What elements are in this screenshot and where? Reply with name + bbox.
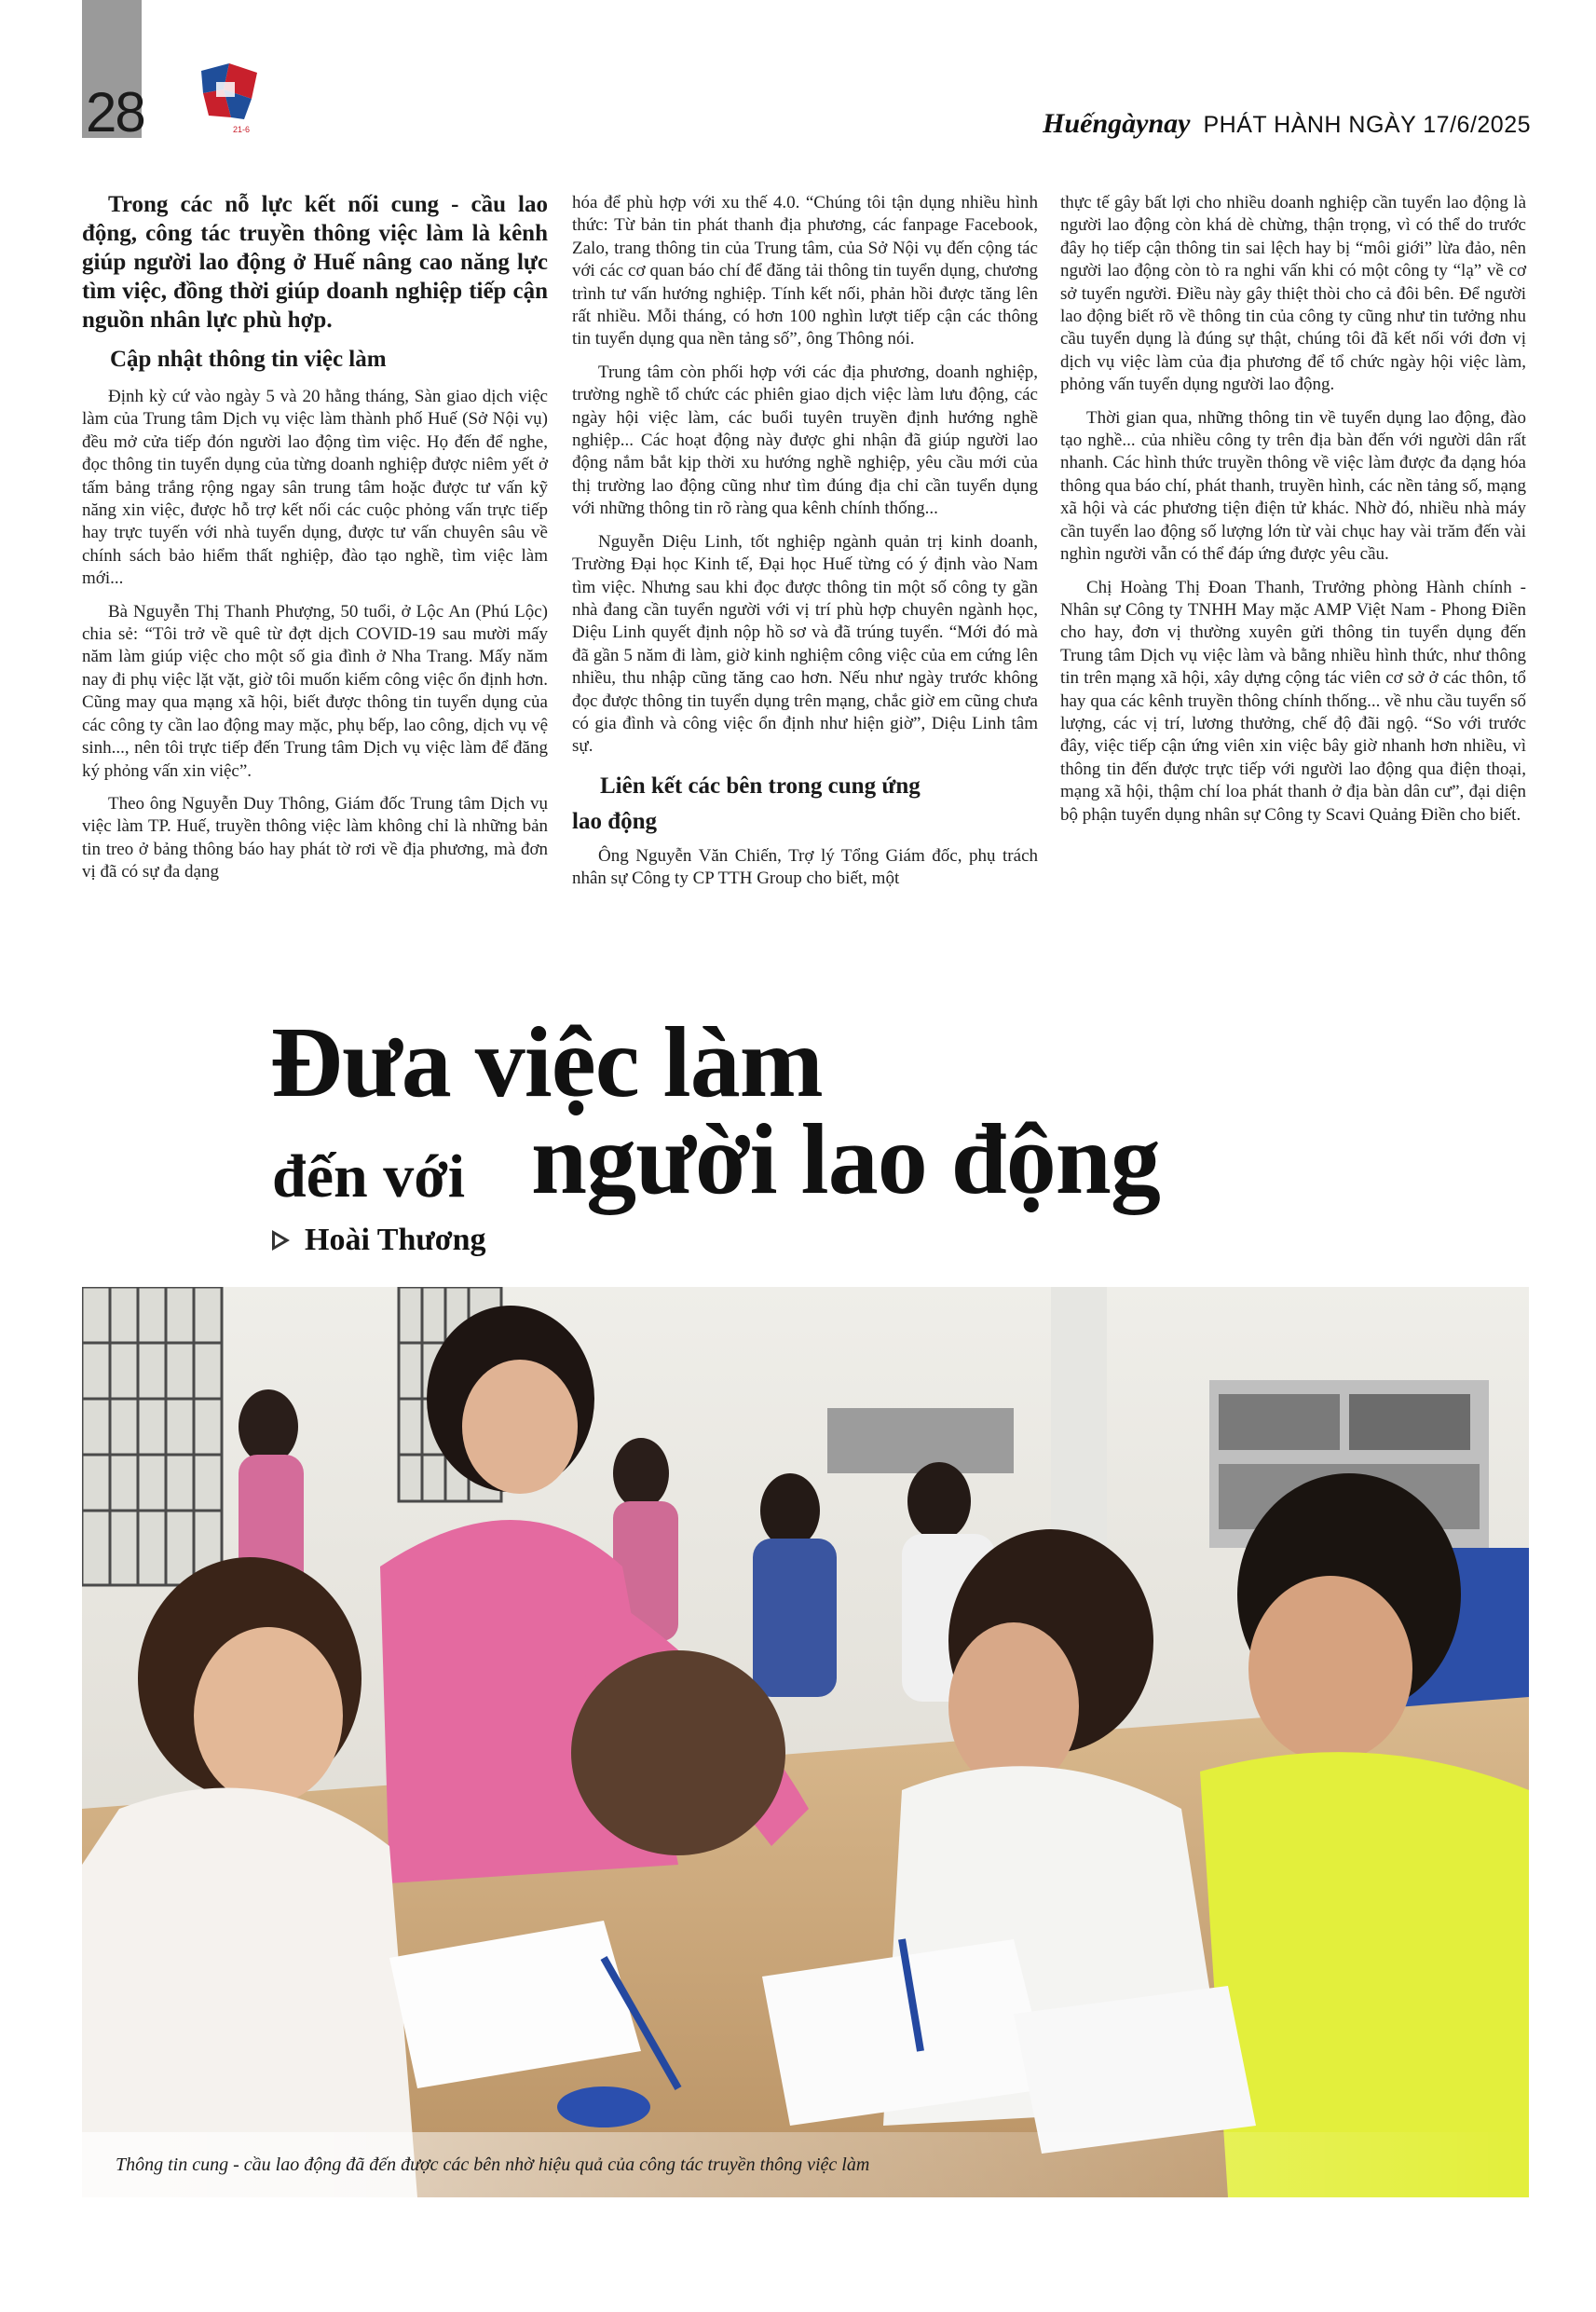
paragraph: Bà Nguyễn Thị Thanh Phượng, 50 tuổi, ở Lộc An (Phú Lộc) chia sẻ: “Tôi trở về quê từ đợt dịch COVID-19 sau mười mấy năm làm giúp việc cho một số gia đình ở Nha Trang. Mấy năm nay đi phụ việc lặt vặt, giờ tôi muốn kiếm công việc ổn định hơn. Cũng may qua mạng xã hội, biết được thông tin tuyển dụng của các công ty cần lao động may mặc, phụ bếp, lao công, dịch vụ vệ sinh..., nên tôi trực tiếp đến Trung tâm Dịch vụ việc làm để đăng ký phỏng vấn xin việc”. [82, 601, 548, 781]
article-title-line1: Đưa việc làm [270, 1007, 823, 1118]
paragraph: Theo ông Nguyễn Duy Thông, Giám đốc Trung tâm Dịch vụ việc làm TP. Huế, truyền thông việc làm không chỉ là những bản tin treo ở bảng thông báo hay phát tờ rơi về địa phương, mà đơn vị đã có sự đa dạng [82, 793, 548, 882]
masthead [1043, 108, 1531, 140]
author-name: Hoài Thương [305, 1223, 486, 1257]
paragraph: Thời gian qua, những thông tin về tuyển dụng lao động, đào tạo nghề... của nhiều công ty trên địa bàn đến với người dân rất nhanh. Các hình thức truyền thông về việc làm được đa dạng hóa thông qua báo chí, phát thanh, truyền hình, các nền tảng số, mạng xã hội và các phương tiện điện tử khác. Nhờ đó, nhiều nhà máy cần tuyển lao động số lượng lớn từ vài chục hay vài trăm đến vài nghìn người vẫn có thể đáp ứng được yêu cầu. [1060, 407, 1526, 565]
photo-caption-text: Thông tin cung - cầu lao động đã đến được các bên nhờ hiệu quả của công tác truyền thông việc làm [116, 2154, 870, 2175]
byline-arrow-icon [272, 1230, 290, 1251]
article-photo [82, 1287, 1529, 2197]
photo-caption [82, 2132, 1529, 2197]
release-date: PHÁT HÀNH NGÀY 17/6/2025 [1203, 112, 1531, 138]
byline [272, 1223, 486, 1258]
paragraph: thực tế gây bất lợi cho nhiều doanh nghiệp cần tuyển lao động là người lao động còn khá dè chừng, thận trọng, vì có thể do trước đây họ tiếp cận thông tin sai lệch hay bị “môi giới” lừa đảo, nên người lao động còn tò ra nghi vấn khi có một công ty “lạ” về cơ sở tuyển người. Điều này gây thiệt thòi cho cả đôi bên. Để người lao động biết rõ về thông tin của công ty cũng như tin tưởng nhu cầu tuyển dụng là đúng sự thật, chúng tôi đã kết nối với đơn vị dịch vụ việc làm của địa phương để tổ chức ngày hội việc làm, phỏng vấn tuyển dụng người lao động. [1060, 193, 1526, 395]
photo-illustration [82, 1287, 1529, 2197]
paragraph: Ông Nguyễn Văn Chiến, Trợ lý Tổng Giám đốc, phụ trách nhân sự Công ty CP TTH Group cho biết, một [572, 845, 1038, 889]
paragraph: hóa để phù hợp với xu thế 4.0. “Chúng tôi tận dụng nhiều hình thức: Từ bản tin phát thanh địa phương, các fanpage Facebook, Zalo, trang thông tin của Trung tâm, của Sở Nội vụ đến cộng tác với các cơ quan báo chí để đăng tải thông tin tuyển dụng, chương trình tư vấn hướng nghiệp. Tính kết nối, phản hồi được tăng lên rất nhiều. Mỗi tháng, có hơn 100 nghìn lượt tiếp cận các thông tin tuyển dụng qua nền tảng số”, ông Thông nói. [572, 193, 1038, 349]
paragraph: Định kỳ cứ vào ngày 5 và 20 hằng tháng, Sàn giao dịch việc làm của Trung tâm Dịch vụ việc làm thành phố Huế (Sở Nội vụ) đều mở cửa tiếp đón người lao động tìm việc. Họ đến để nghe, đọc thông tin tuyển dụng của từng doanh nghiệp được niêm yết ở tấm bảng trắng rộng ngay sân trung tâm hoặc được tư vấn kỹ năng xin việc, được hỗ trợ kết nối các cuộc phỏng vấn trực tiếp hay trực tuyến với nhà tuyển dụng, được tư vấn chuyên sâu về chính sách bảo hiểm thất nghiệp, đào tạo nghề, tìm việc làm mới... [82, 387, 548, 589]
paragraph: Chị Hoàng Thị Đoan Thanh, Trưởng phòng Hành chính - Nhân sự Công ty TNHH May mặc AMP Việt Nam - Phong Điền cho hay, đơn vị thường xuyên gửi thông tin tuyển dụng đến Trung tâm Dịch vụ việc làm và bằng nhiều hình thức, như thông tin trên mạng xã hội, xây dựng cộng tác viên cơ sở ở các thôn, tổ hay qua các kênh truyền thông chính thống... về nhu cầu tuyển số lượng, các vị trí, lương thưởng, chế độ đãi ngộ. “So với trước đây, việc tiếp cận ứng viên xin việc bây giờ nhanh hơn nhiều, vì thông tin đến được trực tiếp với người lao động qua điện thoại, mạng xã hội, thậm chí loa phát thanh ở địa bàn dân cư”, đại diện bộ phận tuyển dụng nhân sự Công ty Scavi Quảng Điền cho biết. [1060, 577, 1526, 825]
paragraph: Trung tâm còn phối hợp với các địa phương, doanh nghiệp, trường nghề tổ chức các phiên giao dịch việc làm lưu động, các ngày hội việc làm, các buổi tuyên truyền định hướng nghề nghiệp... Các hoạt động này được ghi nhận đã giúp người lao động nắm bắt kịp thời xu hướng nghề nghiệp, yêu cầu mới của thị trường lao động cũng như tìm đúng địa chỉ cần tuyển dụng với những thông tin rõ ràng qua kênh chính thống... [572, 362, 1038, 519]
section-heading-2-line2: lao động [572, 808, 658, 834]
article-title-line2-small: đến với [272, 1142, 466, 1211]
article-column-2 [572, 192, 1038, 901]
masthead-name: Huếngàynay [1043, 108, 1191, 139]
paragraph: Nguyễn Diệu Linh, tốt nghiệp ngành quản trị kinh doanh, Trường Đại học Kinh tế, Đại học Huế từng có ý định vào Nam tìm việc. Nhưng sau khi đọc được thông tin một số công ty gần nhà đang cần tuyển người với vị trí phù hợp chuyên ngành học, Diệu Linh quyết định nộp hồ sơ và đã trúng tuyển. “Mới đó mà đã gần 5 năm đi làm, giờ kinh nghiệm công việc của em cứng lên nhiều, thu nhập cũng tăng cao hơn. Nếu như ngày trước không đọc được thông tin tuyển dụng trên mạng, chắc giờ em cũng chưa có gia đình và công việc ổn định như hiện giờ”, Diệu Linh tâm sự. [572, 531, 1038, 757]
section-heading-2-line1: Liên kết các bên trong cung ứng [600, 773, 921, 799]
article-lead: Trong các nỗ lực kết nối cung - cầu lao động, công tác truyền thông việc làm là kênh giúp người lao động ở Huế nâng cao năng lực tìm việc, đồng thời giúp doanh nghiệp tiếp cận nguồn nhân lực phù hợp. [82, 192, 548, 333]
anniversary-logo-icon [196, 62, 263, 136]
section-heading-2 [572, 769, 1038, 840]
article-title-line2-large: người lao động [531, 1104, 1160, 1215]
section-heading-1: Cập nhật thông tin việc làm [110, 347, 387, 372]
article-column-3 [1060, 192, 1526, 837]
logo-label: 21-6 [233, 125, 251, 134]
page-number: 28 [86, 81, 144, 144]
article-column-1 [82, 190, 548, 895]
